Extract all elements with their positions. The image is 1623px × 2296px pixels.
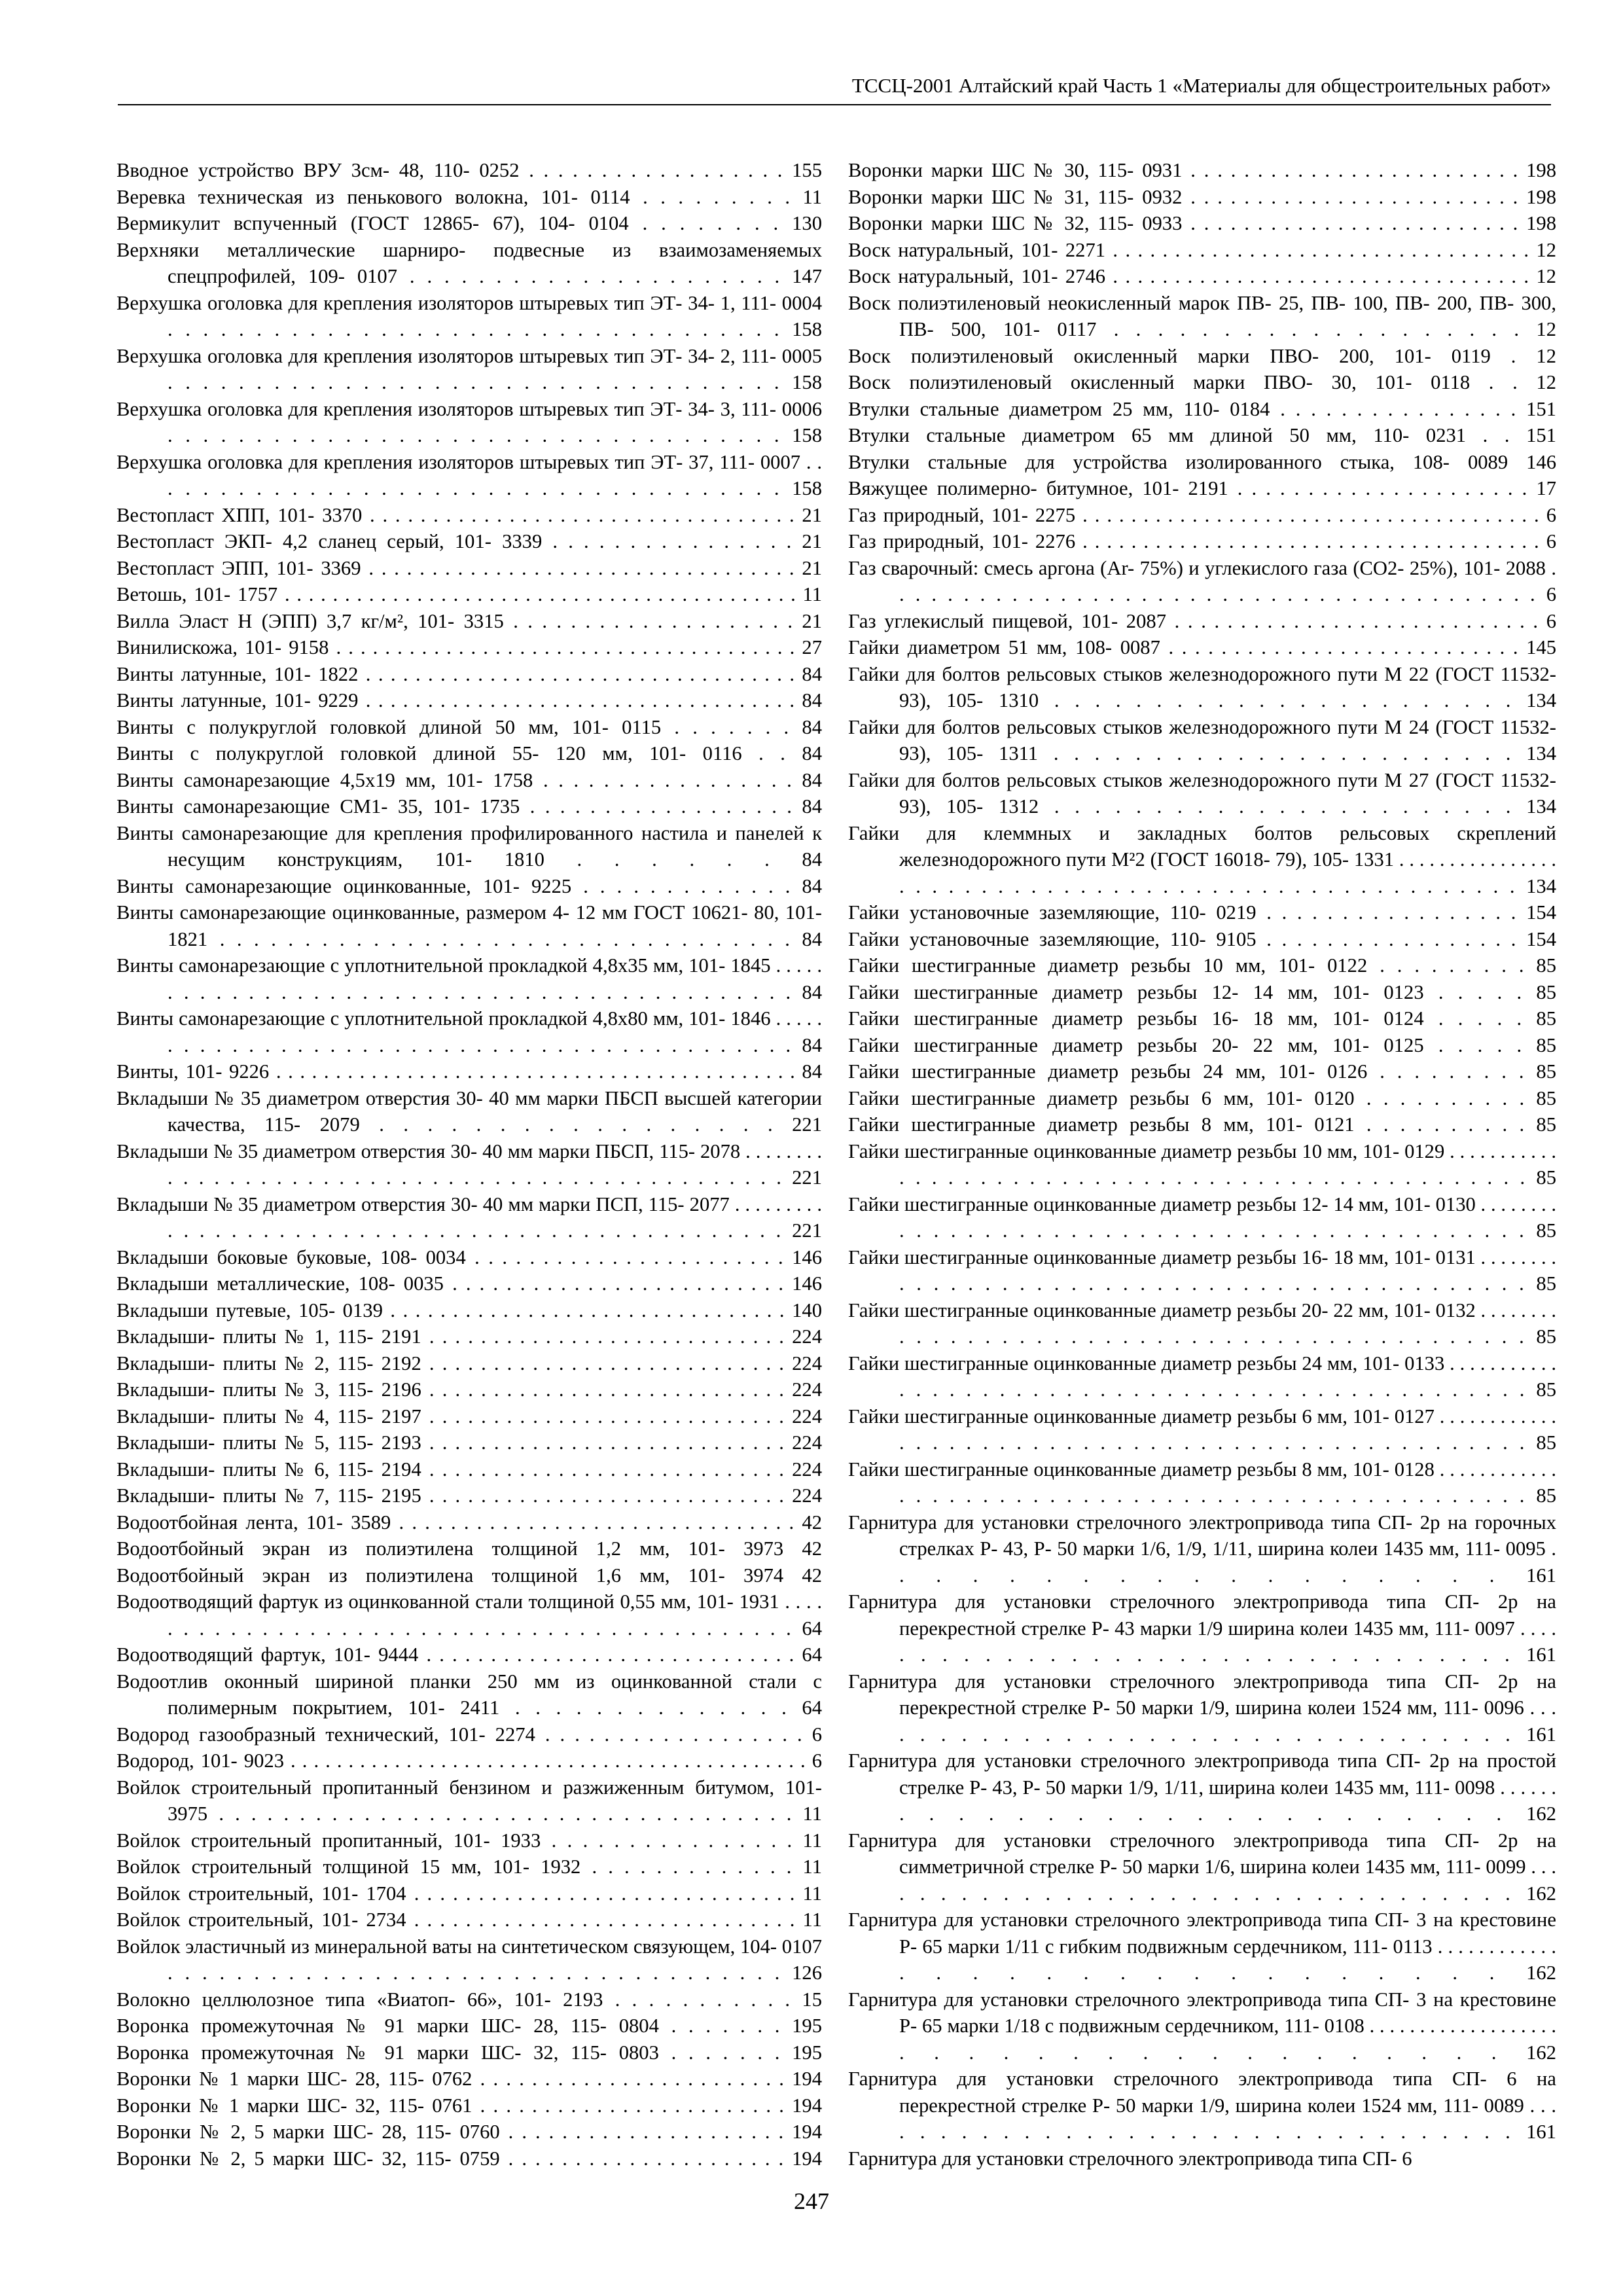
index-entry: Гайки шестигранные оцинкованные диаметр резьбы 12- 14 мм, 101- 0130 . . . . . . . . . . . . . . . . . . . . . . . . . . . . . . . . . . . . . . . . . . . . . 85: [848, 1193, 1556, 1242]
index-entry: Водород газообразный технический, 101- 2274 . . . . . . . . . . . . . . . . . . 6: [116, 1723, 822, 1746]
index-entry: Винты с полукруглой головкой длиной 50 мм, 101- 0115 . . . . . . . 84: [116, 715, 822, 738]
index-entry: Гайки шестигранные диаметр резьбы 16- 18 мм, 101- 0124 . . . . . 85: [848, 1007, 1556, 1030]
index-entry: Гайки установочные заземляющие, 110- 9105 . . . . . . . . . . . . . . . . . 154: [848, 927, 1556, 950]
index-entry: Гайки установочные заземляющие, 110- 0219 . . . . . . . . . . . . . . . . . 154: [848, 901, 1556, 924]
index-entry: Гарнитура для установки стрелочного электропривода типа СП- 2р на перекрестной стрелке Р- 43 марки 1/9 ширина колеи 1435 мм, 111- 0097 . . . . . . . . . . . . . . . . . . . . . . . . . . . . . . . . . 161: [848, 1590, 1556, 1666]
index-entry: Воск полиэтиленовый неокисленный марок ПВ- 25, ПВ- 100, ПВ- 200, ПВ- 300, ПВ- 500, 101- 0117 . . . . . . . . . . . . . . . . . . . 12: [848, 291, 1556, 340]
index-entry: Газ углекислый пищевой, 101- 2087 . . . . . . . . . . . . . . . . . . . . . . . . . . . . 6: [848, 609, 1556, 632]
index-entry: Войлок строительный пропитанный бензином и разжиженным битумом, 101- 3975 . . . . . . . . . . . . . . . . . . . . . . . . . . . . . . . . . . . . 11: [116, 1776, 822, 1825]
header-rule: [118, 104, 1551, 105]
index-entry: Гайки диаметром 51 мм, 108- 0087 . . . . . . . . . . . . . . . . . . . . . . . . . . . 145: [848, 636, 1556, 658]
index-entry: Гарнитура для установки стрелочного электропривода типа СП- 6 на перекрестной стрелке Р- 50 марки 1/9, ширина колеи 1524 мм, 111- 0089 . . . . . . . . . . . . . . . . . . . . . . . . . . . . . . . . . 161: [848, 2068, 1556, 2143]
index-column-right: [848, 157, 1556, 2172]
index-entry: Винты с полукруглой головкой длиной 55- 120 мм, 101- 0116 . . 84: [116, 742, 822, 764]
index-entry: Вкладыши № 35 диаметром отверстия 30- 40 мм марки ПБСП высшей категории качества, 115- 2079 . . . . . . . . . . . . . . . . . 221: [116, 1086, 822, 1136]
index-entry: Воронка промежуточная № 91 марки ШС- 32, 115- 0803 . . . . . . . 195: [116, 2041, 822, 2064]
index-entry: Водоотводящий фартук, 101- 9444 . . . . . . . . . . . . . . . . . . . . . . . . . . . . . 64: [116, 1643, 822, 1666]
index-entry: Вкладыши путевые, 105- 0139 . . . . . . . . . . . . . . . . . . . . . . . . . . . . . . . . 140: [116, 1299, 822, 1321]
index-entry: Гайки шестигранные оцинкованные диаметр резьбы 10 мм, 101- 0129 . . . . . . . . . . . . . . . . . . . . . . . . . . . . . . . . . . . . . . . . . . . . . . . . . . 85: [848, 1139, 1556, 1189]
index-entry: Винты самонарезающие с уплотнительной прокладкой 4,8х80 мм, 101- 1846 . . . . . . . . . . . . . . . . . . . . . . . . . . . . . . . . . . . . . . . . . . . . 84: [116, 1007, 822, 1056]
index-entry: Вводное устройство ВРУ 3см- 48, 110- 0252 . . . . . . . . . . . . . . . . . . 155: [116, 159, 822, 181]
index-entry: Воронки марки ШС № 32, 115- 0933 . . . . . . . . . . . . . . . . . . . . . . . . . 198: [848, 212, 1556, 234]
index-entry: Вкладыши- плиты № 3, 115- 2196 . . . . . . . . . . . . . . . . . . . . . . . . . . . . 224: [116, 1378, 822, 1401]
index-entry: Воронка промежуточная № 91 марки ШС- 28, 115- 0804 . . . . . . . 195: [116, 2015, 822, 2037]
index-entry: Гайки шестигранные диаметр резьбы 20- 22 мм, 101- 0125 . . . . . 85: [848, 1033, 1556, 1056]
index-entry: Вкладыши боковые буковые, 108- 0034 . . . . . . . . . . . . . . . . . . . . . . . 146: [116, 1246, 822, 1268]
index-entry: Водород, 101- 9023 . . . . . . . . . . . . . . . . . . . . . . . . . . . . . . . . . . . . . . . . . . . . . 6: [116, 1749, 822, 1772]
index-entry: Гайки шестигранные оцинкованные диаметр резьбы 16- 18 мм, 101- 0131 . . . . . . . . . . . . . . . . . . . . . . . . . . . . . . . . . . . . . . . . . . . . . 85: [848, 1246, 1556, 1295]
index-entry: Вкладыши металлические, 108- 0035 . . . . . . . . . . . . . . . . . . . . . . . . . 146: [116, 1272, 822, 1295]
index-entry: Вкладыши- плиты № 4, 115- 2197 . . . . . . . . . . . . . . . . . . . . . . . . . . . . 224: [116, 1405, 822, 1427]
index-entry: Вкладыши- плиты № 2, 115- 2192 . . . . . . . . . . . . . . . . . . . . . . . . . . . . 224: [116, 1352, 822, 1374]
index-entry: Гарнитура для установки стрелочного электропривода типа СП- 2р на симметричной стрелке Р- 50 марки 1/6, ширина колеи 1435 мм, 111- 0099 . . . . . . . . . . . . . . . . . . . . . . . . . . . . . . . . . 162: [848, 1829, 1556, 1905]
index-entry: Гайки шестигранные оцинкованные диаметр резьбы 20- 22 мм, 101- 0132 . . . . . . . . . . . . . . . . . . . . . . . . . . . . . . . . . . . . . . . . . . . . . 85: [848, 1299, 1556, 1348]
index-entry: Ветошь, 101- 1757 . . . . . . . . . . . . . . . . . . . . . . . . . . . . . . . . . . . . . . . . . . . 11: [116, 583, 822, 605]
index-entry: Воронки № 1 марки ШС- 28, 115- 0762 . . . . . . . . . . . . . . . . . . . . . . . . 194: [116, 2068, 822, 2090]
index-entry: Воронки марки ШС № 30, 115- 0931 . . . . . . . . . . . . . . . . . . . . . . . . . 198: [848, 159, 1556, 181]
index-entry: Воск полиэтиленовый окисленный марки ПВО- 200, 101- 0119 . 12: [848, 344, 1556, 367]
index-entry: Гарнитура для установки стрелочного электропривода типа СП- 2р на простой стрелке Р- 43, Р- 50 марки 1/9, 1/11, ширина колеи 1435 мм, 111- 0098 . . . . . . . . . . . . . . . . . . . . . . . . . . . 162: [848, 1749, 1556, 1825]
index-entry: Водоотбойный экран из полиэтилена толщиной 1,2 мм, 101- 3973 42: [116, 1537, 822, 1560]
index-entry: Воронки марки ШС № 31, 115- 0932 . . . . . . . . . . . . . . . . . . . . . . . . . 198: [848, 185, 1556, 208]
index-entry: Вестопласт ЭПП, 101- 3369 . . . . . . . . . . . . . . . . . . . . . . . . . . . . . . . . . . 21: [116, 556, 822, 579]
index-entry: Войлок эластичный из минеральной ваты на синтетическом связующем, 104- 0107 . . . . . . . . . . . . . . . . . . . . . . . . . . . . . . . . . . . . 126: [116, 1935, 822, 1984]
index-entry: Гайки шестигранные диаметр резьбы 12- 14 мм, 101- 0123 . . . . . 85: [848, 980, 1556, 1003]
index-entry: Гарнитура для установки стрелочного электропривода типа СП- 3 на крестовине Р- 65 марки 1/18 с подвижным сердечником, 111- 0108 . . . . . . . . . . . . . . . . . . . . . . . . . . . . . . . . . . . . . 162: [848, 1988, 1556, 2064]
index-entry: Втулки стальные диаметром 65 мм длиной 50 мм, 110- 0231 . . 151: [848, 424, 1556, 446]
index-entry: Вкладыши- плиты № 5, 115- 2193 . . . . . . . . . . . . . . . . . . . . . . . . . . . . 224: [116, 1431, 822, 1454]
index-entry: Верхушка оголовка для крепления изоляторов штыревых тип ЭТ- 37, 111- 0007 . . . . . . . . . . . . . . . . . . . . . . . . . . . . . . . . . . . . . 158: [116, 450, 822, 499]
index-column-left: [116, 157, 822, 2172]
index-entry: Винты самонарезающие оцинкованные, 101- 9225 . . . . . . . . . . . . . 84: [116, 874, 822, 897]
index-entry: Винты латунные, 101- 1822 . . . . . . . . . . . . . . . . . . . . . . . . . . . . . . . . . . . 84: [116, 662, 822, 685]
index-entry: Вкладыши- плиты № 1, 115- 2191 . . . . . . . . . . . . . . . . . . . . . . . . . . . . 224: [116, 1325, 822, 1348]
index-entry: Гарнитура для установки стрелочного электропривода типа СП- 6: [848, 2147, 1412, 2170]
index-entry: Войлок строительный толщиной 15 мм, 101- 1932 . . . . . . . . . . . . . 11: [116, 1856, 822, 1878]
index-entry: Воск натуральный, 101- 2271 . . . . . . . . . . . . . . . . . . . . . . . . . . . . . . . . . . 12: [848, 238, 1556, 261]
index-entry: Водоотводящий фартук из оцинкованной стали толщиной 0,55 мм, 101- 1931 . . . . . . . . . . . . . . . . . . . . . . . . . . . . . . . . . . . . . . . . . . . . 64: [116, 1590, 822, 1640]
index-entry: Воронки № 1 марки ШС- 32, 115- 0761 . . . . . . . . . . . . . . . . . . . . . . . . 194: [116, 2094, 822, 2117]
index-entry: Водоотлив оконный шириной планки 250 мм из оцинкованной стали с полимерным покрытием, 101- 2411 . . . . . . . . . . . . . . 64: [116, 1670, 822, 1719]
index-entry: Верхушка оголовка для крепления изоляторов штыревых тип ЭТ- 34- 3, 111- 0006 . . . . . . . . . . . . . . . . . . . . . . . . . . . . . . . . . . . 158: [116, 397, 822, 446]
index-entry: Гайки шестигранные диаметр резьбы 8 мм, 101- 0121 . . . . . . . . . . 85: [848, 1113, 1556, 1136]
index-entry: Войлок строительный, 101- 2734 . . . . . . . . . . . . . . . . . . . . . . . . . . . . . . 11: [116, 1909, 822, 1931]
index-entry: Вилла Эласт Н (ЭПП) 3,7 кг/м², 101- 3315 . . . . . . . . . . . . . . . . . . . . 21: [116, 609, 822, 632]
index-entry: Водоотбойная лента, 101- 3589 . . . . . . . . . . . . . . . . . . . . . . . . . . . . . . . 42: [116, 1511, 822, 1534]
index-entry: Гайки шестигранные диаметр резьбы 24 мм, 101- 0126 . . . . . . . . . 85: [848, 1060, 1556, 1083]
index-entry: Гарнитура для установки стрелочного электропривода типа СП- 2р на горочных стрелках Р- 43, Р- 50 марки 1/6, 1/9, 1/11, ширина колеи 1435 мм, 111- 0095 . . . . . . . . . . . . . . . . . . 161: [848, 1511, 1556, 1587]
index-entry: Газ природный, 101- 2276 . . . . . . . . . . . . . . . . . . . . . . . . . . . . . . . . . . . . . . 6: [848, 530, 1556, 552]
index-entry: Вкладыши № 35 диаметром отверстия 30- 40 мм марки ПСП, 115- 2077 . . . . . . . . . . . . . . . . . . . . . . . . . . . . . . . . . . . . . . . . . . . . . . . . 221: [116, 1193, 822, 1242]
index-entry: Винты, 101- 9226 . . . . . . . . . . . . . . . . . . . . . . . . . . . . . . . . . . . . . . . . . . . . 84: [116, 1060, 822, 1083]
index-entry: Войлок строительный пропитанный, 101- 1933 . . . . . . . . . . . . . . . . 11: [116, 1829, 822, 1852]
index-entry: Втулки стальные диаметром 25 мм, 110- 0184 . . . . . . . . . . . . . . . . 151: [848, 397, 1556, 420]
index-entry: Винты самонарезающие СМ1- 35, 101- 1735 . . . . . . . . . . . . . . . . . . 84: [116, 795, 822, 817]
page-number: 247: [794, 2188, 829, 2214]
index-entry: Гайки шестигранные диаметр резьбы 10 мм, 101- 0122 . . . . . . . . . 85: [848, 954, 1556, 977]
index-entry: Вкладыши- плиты № 7, 115- 2195 . . . . . . . . . . . . . . . . . . . . . . . . . . . . 224: [116, 1484, 822, 1507]
index-entry: Втулки стальные для устройства изолированного стыка, 108- 0089 146: [848, 450, 1556, 473]
index-entry: Верхняки металлические шарниро- подвесные из взаимозаменяемых спецпрофилей, 109- 0107 . . . . . . . . . . . . . . . . . . . . . . 147: [116, 238, 822, 287]
index-entry: Гайки шестигранные диаметр резьбы 6 мм, 101- 0120 . . . . . . . . . . 85: [848, 1086, 1556, 1109]
index-entry: Воск полиэтиленовый окисленный марки ПВО- 30, 101- 0118 . . 12: [848, 371, 1556, 393]
index-entry: Войлок строительный, 101- 1704 . . . . . . . . . . . . . . . . . . . . . . . . . . . . . . 11: [116, 1882, 822, 1905]
index-entry: Винты самонарезающие для крепления профилированного настила и панелей к несущим конструкциям, 101- 1810 . . . . . . 84: [116, 821, 822, 870]
index-entry: Воронки № 2, 5 марки ШС- 28, 115- 0760 . . . . . . . . . . . . . . . . . . . . . 194: [116, 2121, 822, 2143]
index-entry: Гайки для болтов рельсовых стыков железнодорожного пути М 22 (ГОСТ 11532- 93), 105- 1310 . . . . . . . . . . . . . . . . . . . . . . . 134: [848, 662, 1556, 711]
index-entry: Гарнитура для установки стрелочного электропривода типа СП- 2р на перекрестной стрелке Р- 50 марки 1/9, ширина колеи 1524 мм, 111- 0096 . . . . . . . . . . . . . . . . . . . . . . . . . . . . . . . . . 161: [848, 1670, 1556, 1746]
index-entry: Водоотбойный экран из полиэтилена толщиной 1,6 мм, 101- 3974 42: [116, 1564, 822, 1587]
index-entry: Гайки для клеммных и закладных болтов рельсовых скреплений железнодорожного пути М²2 (ГОСТ 16018- 79), 105- 1331 . . . . . . . . . . . . . . . . . . . . . . . . . . . . . . . . . . . . . . . . . . . . . . . . . . . . . . 134: [848, 821, 1556, 897]
index-entry: Гайки для болтов рельсовых стыков железнодорожного пути М 27 (ГОСТ 11532- 93), 105- 1312 . . . . . . . . . . . . . . . . . . . . . . . 134: [848, 768, 1556, 817]
index-entry: Вяжущее полимерно- битумное, 101- 2191 . . . . . . . . . . . . . . . . . . . . . 17: [848, 477, 1556, 499]
index-entry: Воск натуральный, 101- 2746 . . . . . . . . . . . . . . . . . . . . . . . . . . . . . . . . . . 12: [848, 265, 1556, 287]
index-entry: Гайки для болтов рельсовых стыков железнодорожного пути М 24 (ГОСТ 11532- 93), 105- 1311 . . . . . . . . . . . . . . . . . . . . . . . 134: [848, 715, 1556, 764]
index-entry: Газ сварочный: смесь аргона (Ar- 75%) и углекислого газа (CO2- 25%), 101- 2088 . . . . . . . . . . . . . . . . . . . . . . . . . . . . . . . . . . . . . . . . . 6: [848, 556, 1556, 605]
index-entry: Винты латунные, 101- 9229 . . . . . . . . . . . . . . . . . . . . . . . . . . . . . . . . . . . 84: [116, 689, 822, 711]
index-entry: Вестопласт ЭКП- 4,2 сланец серый, 101- 3339 . . . . . . . . . . . . . . . . 21: [116, 530, 822, 552]
index-entry: Верхушка оголовка для крепления изоляторов штыревых тип ЭТ- 34- 1, 111- 0004 . . . . . . . . . . . . . . . . . . . . . . . . . . . . . . . . . . . 158: [116, 291, 822, 340]
index-entry: Гарнитура для установки стрелочного электропривода типа СП- 3 на крестовине Р- 65 марки 1/11 с гибким подвижным сердечником, 111- 0113 . . . . . . . . . . . . . . . . . . . . . . . . . . . . . 162: [848, 1909, 1556, 1984]
index-entry: Волокно целлюлозное типа «Виатоп- 66», 101- 2193 . . . . . . . . . . . 15: [116, 1988, 822, 2011]
index-entry: Гайки шестигранные оцинкованные диаметр резьбы 6 мм, 101- 0127 . . . . . . . . . . . . . . . . . . . . . . . . . . . . . . . . . . . . . . . . . . . . . . . . . . 85: [848, 1405, 1556, 1454]
index-entry: Винты самонарезающие 4,5х19 мм, 101- 1758 . . . . . . . . . . . . . . . . . 84: [116, 768, 822, 791]
index-entry: Винты самонарезающие с уплотнительной прокладкой 4,8х35 мм, 101- 1845 . . . . . . . . . . . . . . . . . . . . . . . . . . . . . . . . . . . . . . . . . . . . 84: [116, 954, 822, 1003]
index-entry: Веревка техническая из пенькового волокна, 101- 0114 . . . . . . . . . 11: [116, 185, 822, 208]
index-entry: Воронки № 2, 5 марки ШС- 32, 115- 0759 . . . . . . . . . . . . . . . . . . . . . 194: [116, 2147, 822, 2170]
index-entry: Вермикулит вспученный (ГОСТ 12865- 67), 104- 0104 . . . . . . . . 130: [116, 212, 822, 234]
index-entry: Вкладыши- плиты № 6, 115- 2194 . . . . . . . . . . . . . . . . . . . . . . . . . . . . 224: [116, 1458, 822, 1480]
page-header: ТССЦ-2001 Алтайский край Часть 1 «Материалы для общестроительных работ»: [851, 74, 1551, 97]
index-entry: Верхушка оголовка для крепления изоляторов штыревых тип ЭТ- 34- 2, 111- 0005 . . . . . . . . . . . . . . . . . . . . . . . . . . . . . . . . . . . 158: [116, 344, 822, 393]
index-entry: Вкладыши № 35 диаметром отверстия 30- 40 мм марки ПБСП, 115- 2078 . . . . . . . . . . . . . . . . . . . . . . . . . . . . . . . . . . . . . . . . . . . . . . . . 221: [116, 1139, 822, 1189]
index-entry: Винилискожа, 101- 9158 . . . . . . . . . . . . . . . . . . . . . . . . . . . . . . . . . . . . . . 27: [116, 636, 822, 658]
index-entry: Газ природный, 101- 2275 . . . . . . . . . . . . . . . . . . . . . . . . . . . . . . . . . . . . . . 6: [848, 503, 1556, 526]
index-entry: Вестопласт ХПП, 101- 3370 . . . . . . . . . . . . . . . . . . . . . . . . . . . . . . . . . . 21: [116, 503, 822, 526]
index-entry: Гайки шестигранные оцинкованные диаметр резьбы 24 мм, 101- 0133 . . . . . . . . . . . . . . . . . . . . . . . . . . . . . . . . . . . . . . . . . . . . . . . . . 85: [848, 1352, 1556, 1401]
index-entry: Гайки шестигранные оцинкованные диаметр резьбы 8 мм, 101- 0128 . . . . . . . . . . . . . . . . . . . . . . . . . . . . . . . . . . . . . . . . . . . . . . . . . . 85: [848, 1458, 1556, 1507]
index-entry: Винты самонарезающие оцинкованные, размером 4- 12 мм ГОСТ 10621- 80, 101- 1821 . . . . . . . . . . . . . . . . . . . . . . . . . . . . . . . . . . 84: [116, 901, 822, 950]
